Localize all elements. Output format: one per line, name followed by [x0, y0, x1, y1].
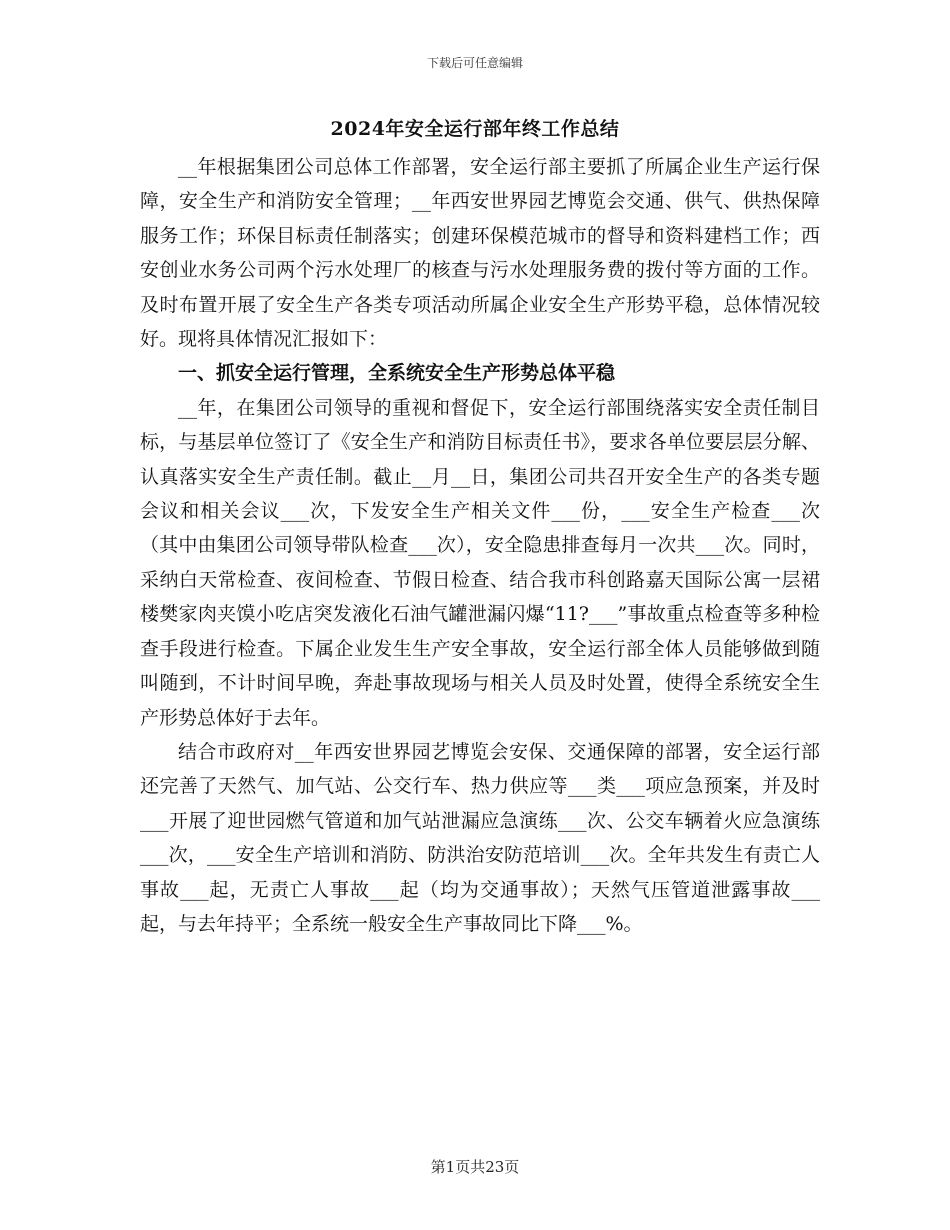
document-body: [140, 150, 820, 941]
section-heading-1: 一、抓安全运行管理，全系统安全生产形势总体平稳: [178, 362, 616, 385]
section1-paragraph-1: __年，在集团公司领导的重视和督促下，安全运行部围绕落实安全责任制目标，与基层单位签订了《安全生产和消防目标责任书》，要求各单位要层层分解、认真落实安全生产责任制。截止__月__日，集团公司共召开安全生产的各类专题会议和相关会议___次，下发安全生产相关文件___份，___安全生产检查___次（其中由集团公司领导带队检查___次），安全隐患排查每月一次共___次。同时，采纳白天常检查、夜间检查、节假日检查、结合我市科创路嘉天国际公寓一层裙楼樊家肉夹馍小吃店突发液化石油气罐泄漏闪爆“11?___”事故重点检查等多种检查手段进行检查。下属企业发生生产安全事故，安全运行部全体人员能够做到随叫随到，不计时间早晚，奔赴事故现场与相关人员及时处置，使得全系统安全生产形势总体好于去年。: [140, 396, 820, 729]
download-note: 下载后可任意编辑: [426, 56, 523, 70]
intro-paragraph: __年根据集团公司总体工作部署，安全运行部主要抓了所属企业生产运行保障，安全生产和消防安全管理；__年西安世界园艺博览会交通、供气、供热保障服务工作；环保目标责任制落实；创建环保模范城市的督导和资料建档工作；西安创业水务公司两个污水处理厂的核查与污水处理服务费的拨付等方面的工作。及时布置开展了安全生产各类专项活动所属企业安全生产形势平稳，总体情况较好。现将具体情况汇报如下：: [140, 156, 820, 351]
document-title: 2024年安全运行部年终工作总结: [330, 118, 620, 140]
page-number: 第1页共23页: [430, 1158, 520, 1176]
section1-paragraph-2: 结合市政府对__年西安世界园艺博览会安保、交通保障的部署，安全运行部还完善了天然气、加气站、公交行车、热力供应等___类___项应急预案，并及时___开展了迎世园燃气管道和加气站泄漏应急演练___次、公交车辆着火应急演练___次，___安全生产培训和消防、防洪治安防范培训___次。全年共发生有责亡人事故___起，无责亡人事故___起（均为交通事故）；天然气压管道泄露事故___起，与去年持平；全系统一般安全生产事故同比下降___%。: [140, 740, 820, 935]
